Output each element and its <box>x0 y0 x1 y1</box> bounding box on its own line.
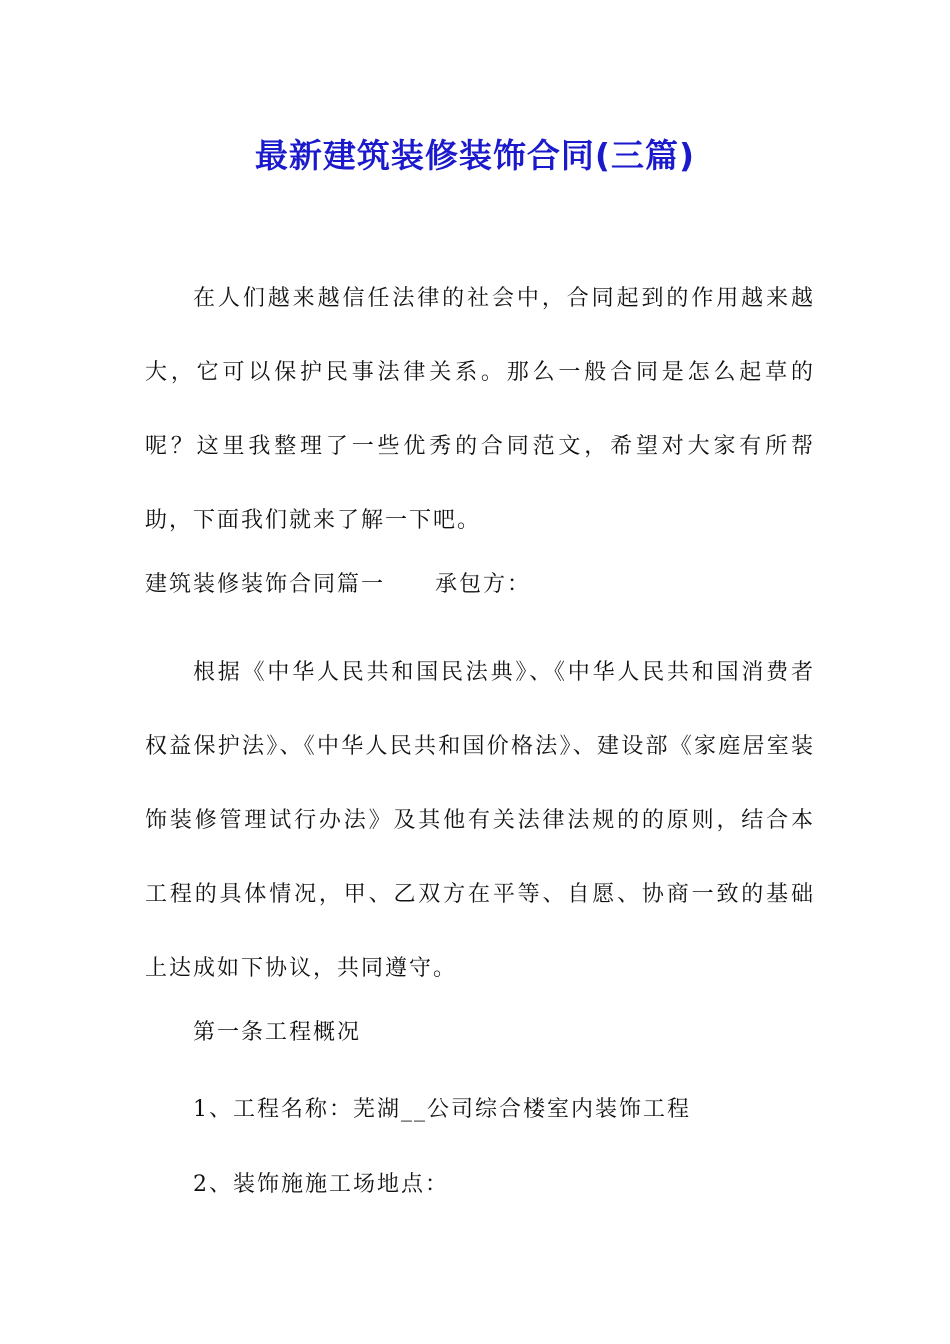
document-title: 最新建筑装修装饰合同(三篇) <box>254 136 696 175</box>
section-title: 建筑装修装饰合同篇一 <box>145 572 386 597</box>
section-heading-line <box>145 565 815 605</box>
intro-paragraph: 在人们越来越信任法律的社会中，合同起到的作用越来越大，它可以保护民事法律关系。那么一般合同是怎么起草的呢？这里我整理了一些优秀的合同范文，希望对大家有所帮助，下面我们就来了解一下吧。 <box>145 286 815 533</box>
contractor-label: 承包方： <box>435 572 532 597</box>
item-2: 2、装饰施施工场地点： <box>193 1172 449 1197</box>
legal-basis-paragraph: 根据《中华人民共和国民法典》、《中华人民共和国消费者权益保护法》、《中华人民共和国价格法》、建设部《家庭居室装饰装修管理试行办法》及其他有关法律法规的的原则，结合本工程的具体情况，甲、乙双方在平等、自愿、协商一致的基础上达成如下协议，共同遵守。 <box>145 660 815 981</box>
item-1: 1、工程名称：芜湖__公司综合楼室内装饰工程 <box>193 1097 691 1122</box>
article-title: 第一条工程概况 <box>193 1020 362 1045</box>
